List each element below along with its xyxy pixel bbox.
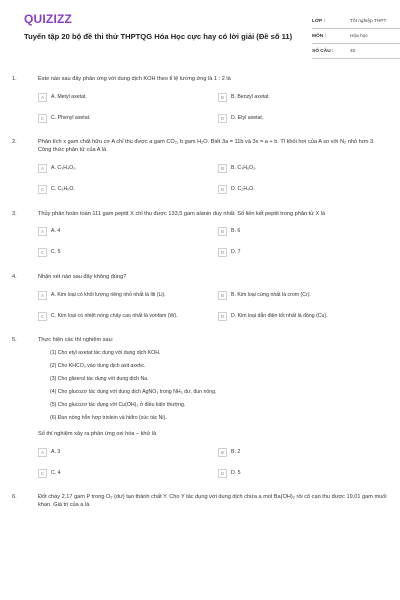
option-letter-box: D — [218, 185, 227, 194]
option-letter-box: B — [218, 291, 227, 300]
option-letter-box: A — [38, 448, 47, 457]
option-letter-box: A — [38, 93, 47, 102]
experiment-list — [50, 350, 388, 422]
option-text: D. C₂H₄O. — [231, 186, 255, 193]
option-text: C. 5 — [51, 249, 61, 256]
option-letter-box: B — [218, 227, 227, 236]
option-text: D. 7 — [231, 249, 241, 256]
option-letter-box: C — [38, 248, 47, 257]
answer-option-d[interactable] — [218, 111, 388, 125]
option-letter-box: A — [38, 164, 47, 173]
question-text: Phân tích x gam chất hữu cơ A chỉ thu được a gam CO₂, b gam H₂O. Biết 3a = 11b và 3x = a + b. Tỉ khối hơi của A so với N₂ nhỏ hơn 3. Công thức phân tử của A là — [38, 139, 375, 154]
meta-value: Tốt nghiệp THPT — [350, 18, 387, 24]
option-text: A. Metyl axetat. — [51, 93, 87, 100]
meta-table — [312, 14, 400, 59]
answer-options — [38, 288, 388, 323]
list-item: (2) Cho KHCO₃ vào dung dịch axit axetic. — [50, 363, 146, 370]
option-letter-box: A — [38, 291, 47, 300]
option-text: C. Kim loại có nhiệt nóng chảy cao nhất là vonfam (W). — [51, 312, 178, 319]
option-text: A. 3 — [51, 448, 61, 455]
answer-option-a[interactable] — [38, 162, 208, 176]
answer-option-c[interactable] — [38, 111, 208, 125]
answer-option-c[interactable] — [38, 466, 208, 480]
list-item: (6) Đun nóng hỗn hợp triolein và hiđro (xúc tác Ni). — [50, 415, 167, 422]
question-followup: Số thí nghiệm xảy ra phản ứng oxi hóa – khử là — [38, 431, 157, 438]
question-1 — [12, 75, 388, 125]
option-text: B. 6 — [231, 228, 241, 235]
answer-option-c[interactable] — [38, 183, 208, 197]
option-text: C. C₃H₆O. — [51, 186, 75, 193]
option-text: B. 2 — [231, 448, 241, 455]
answer-option-b[interactable] — [218, 288, 388, 302]
answer-option-a[interactable] — [38, 225, 208, 239]
option-text: B. Benzyl axetat. — [231, 93, 270, 100]
question-5 — [12, 336, 388, 480]
option-text: D. Kim loại dẫn điện tốt nhất là đồng (Cu). — [231, 312, 328, 319]
option-letter-box: C — [38, 312, 47, 321]
question-3 — [12, 210, 388, 260]
answer-option-c[interactable] — [38, 309, 208, 323]
answer-option-a[interactable] — [38, 288, 208, 302]
meta-row-class — [312, 14, 400, 29]
answer-option-d[interactable] — [218, 183, 388, 197]
option-text: A. Kim loại có khối lượng riêng nhỏ nhất là liti (Li). — [51, 291, 166, 298]
answer-option-b[interactable] — [218, 225, 388, 239]
question-number: 1. — [12, 76, 17, 82]
answer-options — [38, 225, 388, 260]
answer-option-c[interactable] — [38, 246, 208, 260]
option-text: D. Etyl axetat. — [231, 114, 264, 121]
option-text: B. C₃H₆O₂. — [231, 165, 257, 172]
option-letter-box: B — [218, 93, 227, 102]
list-item: (3) Cho glixerol tác dụng với dung dịch Na. — [50, 376, 149, 383]
meta-value: 40 — [350, 48, 356, 54]
question-4 — [12, 273, 388, 323]
option-text: C. Phenyl axetat. — [51, 114, 91, 121]
option-letter-box: D — [218, 312, 227, 321]
meta-row-subject — [312, 29, 400, 44]
option-letter-box: A — [38, 227, 47, 236]
option-letter-box: B — [218, 164, 227, 173]
option-letter-box: C — [38, 114, 47, 123]
answer-option-b[interactable] — [218, 162, 388, 176]
answer-options — [38, 162, 388, 197]
question-number: 6. — [12, 494, 17, 501]
answer-option-a[interactable] — [38, 445, 208, 459]
question-number: 3. — [12, 210, 17, 217]
option-text: A. C₃H₄O₂. — [51, 165, 77, 172]
option-letter-box: D — [218, 114, 227, 123]
question-text: Este nào sau đây phản ứng với dung dịch KOH theo tỉ lệ tương ứng là 1 : 2 là — [38, 76, 231, 82]
list-item: (4) Cho glucozơ tác dụng với dung dịch AgNO₃ trong NH₃ dư, đun nóng. — [50, 389, 217, 396]
question-text: Đốt cháy 2,17 gam P trong O₂ (dư) tạo thành chất Y. Cho Y tác dụng với dung dịch chứa a mol Ba(OH)₂ rồi cô cạn thu được 19,01 gam muối khan. Giá trị của a là — [38, 494, 387, 509]
quizizz-logo: QUIZIZZ — [24, 12, 73, 26]
question-2 — [12, 138, 388, 196]
answer-option-d[interactable] — [218, 309, 388, 323]
question-6 — [12, 493, 388, 509]
meta-label: MÔN : — [312, 33, 327, 39]
meta-row-count — [312, 44, 400, 59]
answer-option-d[interactable] — [218, 466, 388, 480]
question-number: 5. — [12, 337, 17, 344]
list-item: (1) Cho etyl axetat tác dụng với dung dịch KOH. — [50, 350, 161, 357]
option-letter-box: D — [218, 469, 227, 478]
question-number: 2. — [12, 139, 17, 146]
option-letter-box: D — [218, 248, 227, 257]
option-letter-box: B — [218, 448, 227, 457]
answer-option-d[interactable] — [218, 246, 388, 260]
option-letter-box: C — [38, 185, 47, 194]
option-letter-box: C — [38, 469, 47, 478]
option-text: D. 5 — [231, 469, 241, 476]
question-text: Thủy phân hoàn toàn 111 gam peptit X chỉ thu được 133,5 gam alanin duy nhất. Số liên kết peptit trong phân tử X là — [38, 210, 326, 217]
answer-option-a[interactable] — [38, 90, 208, 104]
option-text: C. 4 — [51, 469, 61, 476]
answer-options — [38, 445, 388, 480]
meta-value: Hóa học — [350, 33, 368, 39]
worksheet-header — [12, 0, 388, 62]
meta-label: LỚP : — [312, 18, 326, 24]
list-item: (5) Cho glucozơ tác dụng với Cu(OH)₂ ở điều kiện thường. — [50, 402, 186, 409]
meta-label: SỐ CÂU : — [312, 48, 334, 54]
question-number: 4. — [12, 273, 17, 280]
answer-option-b[interactable] — [218, 90, 388, 104]
answer-option-b[interactable] — [218, 445, 388, 459]
page-title: Tuyển tập 20 bộ đề thi thử THPTQG Hóa Học cực hay có lời giải (Đề số 11) — [24, 32, 293, 41]
option-text: B. Kim loại cứng nhất là crom (Cr). — [231, 291, 311, 298]
question-text: Nhận xét nào sau đây không đúng? — [38, 273, 127, 280]
option-text: A. 4 — [51, 228, 61, 235]
question-text: Thực hiện các thí nghiệm sau: — [38, 337, 114, 344]
answer-options — [38, 90, 388, 125]
